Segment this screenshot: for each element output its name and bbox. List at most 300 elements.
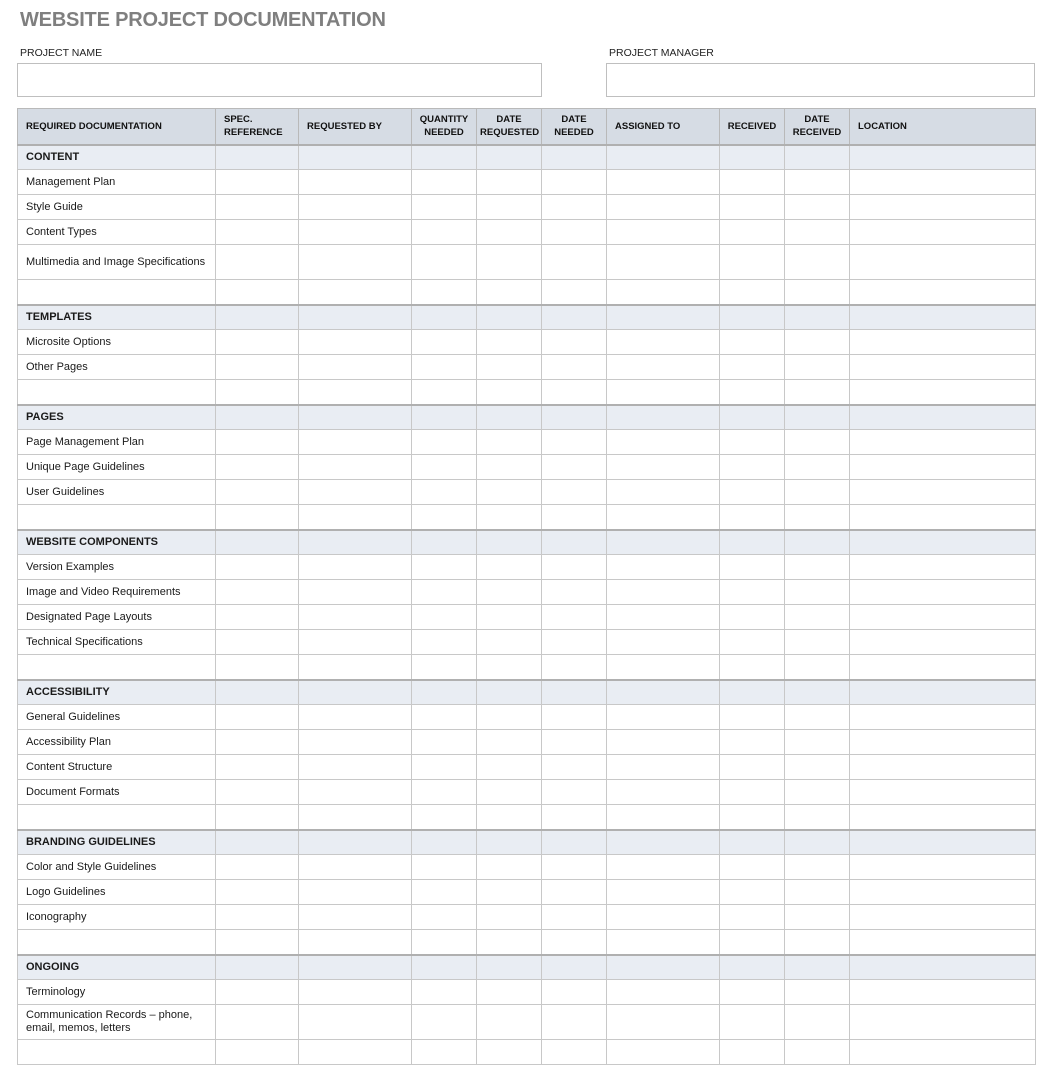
- table-cell[interactable]: [412, 330, 477, 355]
- documentation-item[interactable]: Designated Page Layouts: [18, 605, 216, 630]
- table-cell[interactable]: [850, 330, 1036, 355]
- table-cell[interactable]: [720, 705, 785, 730]
- table-cell[interactable]: [542, 805, 607, 830]
- table-cell[interactable]: [542, 980, 607, 1005]
- table-cell[interactable]: [785, 605, 850, 630]
- table-cell[interactable]: [216, 195, 299, 220]
- table-cell[interactable]: [720, 805, 785, 830]
- table-cell[interactable]: [477, 830, 542, 855]
- table-cell[interactable]: [542, 580, 607, 605]
- table-cell[interactable]: [477, 655, 542, 680]
- table-cell[interactable]: [216, 980, 299, 1005]
- table-cell[interactable]: [607, 880, 720, 905]
- documentation-item[interactable]: [18, 280, 216, 305]
- table-cell[interactable]: [216, 480, 299, 505]
- table-cell[interactable]: [542, 555, 607, 580]
- table-cell[interactable]: [785, 780, 850, 805]
- table-cell[interactable]: [216, 905, 299, 930]
- table-cell[interactable]: [785, 655, 850, 680]
- table-cell[interactable]: [299, 955, 412, 980]
- table-cell[interactable]: [216, 955, 299, 980]
- table-cell[interactable]: [477, 330, 542, 355]
- table-cell[interactable]: [299, 905, 412, 930]
- table-cell[interactable]: [299, 630, 412, 655]
- table-cell[interactable]: [477, 355, 542, 380]
- table-cell[interactable]: [477, 805, 542, 830]
- table-cell[interactable]: [785, 330, 850, 355]
- table-cell[interactable]: [216, 880, 299, 905]
- table-cell[interactable]: [607, 220, 720, 245]
- documentation-item[interactable]: Content Structure: [18, 755, 216, 780]
- table-cell[interactable]: [720, 505, 785, 530]
- table-cell[interactable]: [607, 780, 720, 805]
- table-cell[interactable]: [720, 680, 785, 705]
- table-cell[interactable]: [850, 655, 1036, 680]
- table-cell[interactable]: [607, 705, 720, 730]
- table-cell[interactable]: [542, 220, 607, 245]
- table-cell[interactable]: [216, 630, 299, 655]
- table-cell[interactable]: [850, 855, 1036, 880]
- table-cell[interactable]: [607, 170, 720, 195]
- table-cell[interactable]: [216, 455, 299, 480]
- table-cell[interactable]: [216, 705, 299, 730]
- table-cell[interactable]: [720, 305, 785, 330]
- table-cell[interactable]: [850, 730, 1036, 755]
- table-cell[interactable]: [299, 380, 412, 405]
- table-cell[interactable]: [477, 430, 542, 455]
- table-cell[interactable]: [850, 580, 1036, 605]
- table-cell[interactable]: [542, 195, 607, 220]
- table-cell[interactable]: [299, 705, 412, 730]
- table-cell[interactable]: [477, 405, 542, 430]
- table-cell[interactable]: [850, 630, 1036, 655]
- documentation-item[interactable]: [18, 930, 216, 955]
- table-cell[interactable]: [607, 305, 720, 330]
- table-cell[interactable]: [607, 630, 720, 655]
- table-cell[interactable]: [412, 380, 477, 405]
- table-cell[interactable]: [216, 680, 299, 705]
- table-cell[interactable]: [412, 905, 477, 930]
- table-cell[interactable]: [542, 880, 607, 905]
- documentation-item[interactable]: Unique Page Guidelines: [18, 455, 216, 480]
- table-cell[interactable]: [850, 145, 1036, 170]
- table-cell[interactable]: [216, 355, 299, 380]
- table-cell[interactable]: [785, 630, 850, 655]
- table-cell[interactable]: [785, 555, 850, 580]
- table-cell[interactable]: [607, 355, 720, 380]
- documentation-item[interactable]: Microsite Options: [18, 330, 216, 355]
- table-cell[interactable]: [720, 430, 785, 455]
- table-cell[interactable]: [216, 755, 299, 780]
- table-cell[interactable]: [299, 555, 412, 580]
- table-cell[interactable]: [477, 1040, 542, 1065]
- table-cell[interactable]: [542, 655, 607, 680]
- table-cell[interactable]: [542, 830, 607, 855]
- table-cell[interactable]: [850, 980, 1036, 1005]
- table-cell[interactable]: [785, 170, 850, 195]
- table-cell[interactable]: [720, 580, 785, 605]
- table-cell[interactable]: [216, 305, 299, 330]
- table-cell[interactable]: [720, 220, 785, 245]
- table-cell[interactable]: [785, 855, 850, 880]
- table-cell[interactable]: [542, 480, 607, 505]
- table-cell[interactable]: [216, 555, 299, 580]
- table-cell[interactable]: [299, 880, 412, 905]
- table-cell[interactable]: [412, 680, 477, 705]
- table-cell[interactable]: [299, 755, 412, 780]
- table-cell[interactable]: [785, 355, 850, 380]
- table-cell[interactable]: [477, 755, 542, 780]
- table-cell[interactable]: [785, 305, 850, 330]
- table-cell[interactable]: [216, 1005, 299, 1040]
- table-cell[interactable]: [850, 830, 1036, 855]
- table-cell[interactable]: [542, 1040, 607, 1065]
- table-cell[interactable]: [299, 580, 412, 605]
- table-cell[interactable]: [850, 755, 1036, 780]
- table-cell[interactable]: [785, 905, 850, 930]
- table-cell[interactable]: [607, 580, 720, 605]
- table-cell[interactable]: [850, 705, 1036, 730]
- table-cell[interactable]: [850, 805, 1036, 830]
- table-cell[interactable]: [850, 305, 1036, 330]
- table-cell[interactable]: [542, 705, 607, 730]
- table-cell[interactable]: [720, 1005, 785, 1040]
- table-cell[interactable]: [785, 1040, 850, 1065]
- table-cell[interactable]: [850, 430, 1036, 455]
- table-cell[interactable]: [542, 630, 607, 655]
- documentation-item[interactable]: [18, 505, 216, 530]
- table-cell[interactable]: [412, 505, 477, 530]
- table-cell[interactable]: [785, 880, 850, 905]
- table-cell[interactable]: [607, 405, 720, 430]
- table-cell[interactable]: [299, 220, 412, 245]
- table-cell[interactable]: [720, 480, 785, 505]
- table-cell[interactable]: [720, 780, 785, 805]
- table-cell[interactable]: [542, 855, 607, 880]
- table-cell[interactable]: [477, 195, 542, 220]
- table-cell[interactable]: [477, 780, 542, 805]
- table-cell[interactable]: [477, 930, 542, 955]
- table-cell[interactable]: [720, 880, 785, 905]
- table-cell[interactable]: [299, 930, 412, 955]
- table-cell[interactable]: [477, 555, 542, 580]
- table-cell[interactable]: [477, 605, 542, 630]
- table-cell[interactable]: [299, 195, 412, 220]
- table-cell[interactable]: [216, 655, 299, 680]
- table-cell[interactable]: [299, 355, 412, 380]
- table-cell[interactable]: [607, 505, 720, 530]
- table-cell[interactable]: [785, 705, 850, 730]
- documentation-item[interactable]: Communication Records – phone, email, memos, letters: [18, 1005, 216, 1040]
- table-cell[interactable]: [412, 195, 477, 220]
- table-cell[interactable]: [299, 480, 412, 505]
- documentation-item[interactable]: Other Pages: [18, 355, 216, 380]
- table-cell[interactable]: [216, 1040, 299, 1065]
- table-cell[interactable]: [299, 145, 412, 170]
- table-cell[interactable]: [412, 170, 477, 195]
- table-cell[interactable]: [216, 405, 299, 430]
- table-cell[interactable]: [720, 555, 785, 580]
- table-cell[interactable]: [850, 1040, 1036, 1065]
- documentation-item[interactable]: Page Management Plan: [18, 430, 216, 455]
- table-cell[interactable]: [542, 455, 607, 480]
- table-cell[interactable]: [412, 980, 477, 1005]
- table-cell[interactable]: [216, 805, 299, 830]
- table-cell[interactable]: [299, 505, 412, 530]
- table-cell[interactable]: [299, 830, 412, 855]
- table-cell[interactable]: [785, 455, 850, 480]
- table-cell[interactable]: [850, 930, 1036, 955]
- table-cell[interactable]: [850, 170, 1036, 195]
- table-cell[interactable]: [720, 855, 785, 880]
- table-cell[interactable]: [607, 1005, 720, 1040]
- table-cell[interactable]: [412, 1005, 477, 1040]
- table-cell[interactable]: [850, 530, 1036, 555]
- table-cell[interactable]: [850, 455, 1036, 480]
- table-cell[interactable]: [785, 430, 850, 455]
- table-cell[interactable]: [216, 220, 299, 245]
- table-cell[interactable]: [785, 220, 850, 245]
- table-cell[interactable]: [720, 755, 785, 780]
- table-cell[interactable]: [542, 1005, 607, 1040]
- table-cell[interactable]: [850, 905, 1036, 930]
- table-cell[interactable]: [412, 145, 477, 170]
- table-cell[interactable]: [720, 355, 785, 380]
- table-cell[interactable]: [785, 730, 850, 755]
- table-cell[interactable]: [607, 330, 720, 355]
- table-cell[interactable]: [412, 605, 477, 630]
- table-cell[interactable]: [542, 305, 607, 330]
- table-cell[interactable]: [542, 955, 607, 980]
- table-cell[interactable]: [720, 405, 785, 430]
- table-cell[interactable]: [720, 330, 785, 355]
- table-cell[interactable]: [720, 980, 785, 1005]
- table-cell[interactable]: [720, 630, 785, 655]
- table-cell[interactable]: [216, 280, 299, 305]
- table-cell[interactable]: [412, 880, 477, 905]
- table-cell[interactable]: [477, 305, 542, 330]
- table-cell[interactable]: [477, 245, 542, 280]
- table-cell[interactable]: [542, 730, 607, 755]
- table-cell[interactable]: [542, 405, 607, 430]
- table-cell[interactable]: [412, 280, 477, 305]
- table-cell[interactable]: [720, 245, 785, 280]
- table-cell[interactable]: [607, 755, 720, 780]
- table-cell[interactable]: [299, 430, 412, 455]
- table-cell[interactable]: [850, 245, 1036, 280]
- table-cell[interactable]: [299, 455, 412, 480]
- table-cell[interactable]: [477, 955, 542, 980]
- documentation-item[interactable]: General Guidelines: [18, 705, 216, 730]
- table-cell[interactable]: [850, 405, 1036, 430]
- table-cell[interactable]: [216, 855, 299, 880]
- table-cell[interactable]: [542, 755, 607, 780]
- table-cell[interactable]: [785, 680, 850, 705]
- table-cell[interactable]: [607, 680, 720, 705]
- table-cell[interactable]: [607, 195, 720, 220]
- table-cell[interactable]: [720, 830, 785, 855]
- table-cell[interactable]: [477, 505, 542, 530]
- table-cell[interactable]: [607, 145, 720, 170]
- table-cell[interactable]: [785, 930, 850, 955]
- table-cell[interactable]: [607, 245, 720, 280]
- table-cell[interactable]: [542, 330, 607, 355]
- table-cell[interactable]: [412, 655, 477, 680]
- table-cell[interactable]: [607, 280, 720, 305]
- table-cell[interactable]: [542, 430, 607, 455]
- table-cell[interactable]: [412, 305, 477, 330]
- table-cell[interactable]: [412, 405, 477, 430]
- table-cell[interactable]: [299, 170, 412, 195]
- table-cell[interactable]: [299, 730, 412, 755]
- documentation-item[interactable]: [18, 1040, 216, 1065]
- table-cell[interactable]: [412, 730, 477, 755]
- table-cell[interactable]: [412, 245, 477, 280]
- table-cell[interactable]: [607, 455, 720, 480]
- table-cell[interactable]: [216, 930, 299, 955]
- table-cell[interactable]: [216, 730, 299, 755]
- table-cell[interactable]: [299, 530, 412, 555]
- table-cell[interactable]: [216, 580, 299, 605]
- table-cell[interactable]: [216, 605, 299, 630]
- table-cell[interactable]: [720, 455, 785, 480]
- table-cell[interactable]: [785, 755, 850, 780]
- table-cell[interactable]: [477, 220, 542, 245]
- table-cell[interactable]: [542, 355, 607, 380]
- table-cell[interactable]: [850, 605, 1036, 630]
- table-cell[interactable]: [542, 680, 607, 705]
- table-cell[interactable]: [720, 655, 785, 680]
- table-cell[interactable]: [216, 530, 299, 555]
- table-cell[interactable]: [785, 1005, 850, 1040]
- table-cell[interactable]: [299, 280, 412, 305]
- table-cell[interactable]: [850, 220, 1036, 245]
- table-cell[interactable]: [850, 955, 1036, 980]
- table-cell[interactable]: [607, 930, 720, 955]
- documentation-item[interactable]: Accessibility Plan: [18, 730, 216, 755]
- table-cell[interactable]: [542, 930, 607, 955]
- table-cell[interactable]: [607, 1040, 720, 1065]
- table-cell[interactable]: [477, 580, 542, 605]
- table-cell[interactable]: [850, 880, 1036, 905]
- table-cell[interactable]: [607, 480, 720, 505]
- table-cell[interactable]: [607, 730, 720, 755]
- documentation-item[interactable]: Color and Style Guidelines: [18, 855, 216, 880]
- table-cell[interactable]: [477, 680, 542, 705]
- table-cell[interactable]: [542, 245, 607, 280]
- table-cell[interactable]: [542, 170, 607, 195]
- table-cell[interactable]: [216, 170, 299, 195]
- table-cell[interactable]: [412, 930, 477, 955]
- project-manager-field[interactable]: [606, 63, 1035, 97]
- documentation-item[interactable]: Version Examples: [18, 555, 216, 580]
- table-cell[interactable]: [607, 430, 720, 455]
- table-cell[interactable]: [477, 145, 542, 170]
- table-cell[interactable]: [542, 605, 607, 630]
- table-cell[interactable]: [607, 805, 720, 830]
- documentation-item[interactable]: Style Guide: [18, 195, 216, 220]
- table-cell[interactable]: [720, 380, 785, 405]
- table-cell[interactable]: [542, 505, 607, 530]
- table-cell[interactable]: [477, 730, 542, 755]
- table-cell[interactable]: [216, 145, 299, 170]
- table-cell[interactable]: [785, 380, 850, 405]
- table-cell[interactable]: [785, 405, 850, 430]
- documentation-item[interactable]: Technical Specifications: [18, 630, 216, 655]
- documentation-item[interactable]: User Guidelines: [18, 480, 216, 505]
- documentation-item[interactable]: [18, 380, 216, 405]
- table-cell[interactable]: [477, 280, 542, 305]
- documentation-item[interactable]: Multimedia and Image Specifications: [18, 245, 216, 280]
- table-cell[interactable]: [720, 145, 785, 170]
- table-cell[interactable]: [720, 730, 785, 755]
- table-cell[interactable]: [607, 830, 720, 855]
- table-cell[interactable]: [299, 605, 412, 630]
- table-cell[interactable]: [216, 830, 299, 855]
- table-cell[interactable]: [720, 930, 785, 955]
- table-cell[interactable]: [850, 380, 1036, 405]
- table-cell[interactable]: [412, 480, 477, 505]
- table-cell[interactable]: [477, 530, 542, 555]
- table-cell[interactable]: [542, 530, 607, 555]
- table-cell[interactable]: [850, 680, 1036, 705]
- documentation-item[interactable]: Logo Guidelines: [18, 880, 216, 905]
- table-cell[interactable]: [299, 655, 412, 680]
- table-cell[interactable]: [412, 855, 477, 880]
- documentation-item[interactable]: Terminology: [18, 980, 216, 1005]
- table-cell[interactable]: [412, 830, 477, 855]
- table-cell[interactable]: [216, 330, 299, 355]
- table-cell[interactable]: [299, 405, 412, 430]
- table-cell[interactable]: [216, 245, 299, 280]
- table-cell[interactable]: [720, 280, 785, 305]
- table-cell[interactable]: [477, 855, 542, 880]
- table-cell[interactable]: [785, 505, 850, 530]
- table-cell[interactable]: [299, 1040, 412, 1065]
- table-cell[interactable]: [607, 855, 720, 880]
- table-cell[interactable]: [299, 305, 412, 330]
- table-cell[interactable]: [785, 480, 850, 505]
- table-cell[interactable]: [542, 905, 607, 930]
- table-cell[interactable]: [477, 705, 542, 730]
- table-cell[interactable]: [607, 555, 720, 580]
- table-cell[interactable]: [299, 245, 412, 280]
- table-cell[interactable]: [477, 980, 542, 1005]
- table-cell[interactable]: [412, 530, 477, 555]
- table-cell[interactable]: [412, 1040, 477, 1065]
- table-cell[interactable]: [785, 530, 850, 555]
- table-cell[interactable]: [299, 855, 412, 880]
- table-cell[interactable]: [785, 980, 850, 1005]
- table-cell[interactable]: [720, 605, 785, 630]
- table-cell[interactable]: [850, 1005, 1036, 1040]
- table-cell[interactable]: [477, 905, 542, 930]
- table-cell[interactable]: [299, 980, 412, 1005]
- table-cell[interactable]: [785, 830, 850, 855]
- table-cell[interactable]: [850, 555, 1036, 580]
- table-cell[interactable]: [785, 245, 850, 280]
- table-cell[interactable]: [299, 330, 412, 355]
- table-cell[interactable]: [607, 605, 720, 630]
- documentation-item[interactable]: Image and Video Requirements: [18, 580, 216, 605]
- table-cell[interactable]: [477, 480, 542, 505]
- table-cell[interactable]: [607, 980, 720, 1005]
- table-cell[interactable]: [299, 1005, 412, 1040]
- documentation-item[interactable]: Management Plan: [18, 170, 216, 195]
- table-cell[interactable]: [216, 430, 299, 455]
- table-cell[interactable]: [477, 630, 542, 655]
- table-cell[interactable]: [412, 555, 477, 580]
